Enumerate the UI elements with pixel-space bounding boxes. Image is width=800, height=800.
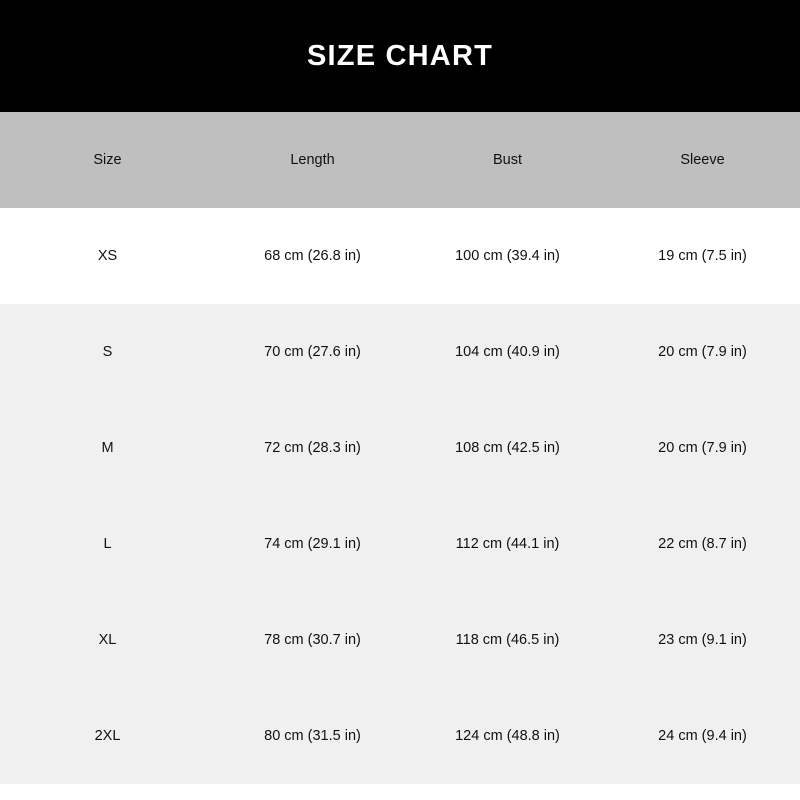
cell-size: XL — [98, 632, 117, 648]
cell-sleeve: 22 cm (8.7 in) — [658, 536, 747, 552]
column-header-length: Length — [290, 152, 335, 168]
table-row — [0, 592, 800, 688]
cell-length: 68 cm (26.8 in) — [264, 248, 361, 264]
size-chart-table — [0, 112, 800, 784]
cell-size: L — [103, 536, 112, 552]
cell-length: 74 cm (29.1 in) — [264, 536, 361, 552]
cell-length: 80 cm (31.5 in) — [264, 728, 361, 744]
cell-sleeve: 23 cm (9.1 in) — [658, 632, 747, 648]
cell-size: XS — [97, 248, 118, 264]
column-header-sleeve: Sleeve — [680, 152, 725, 168]
page-title: SIZE CHART — [307, 39, 493, 72]
cell-sleeve: 19 cm (7.5 in) — [658, 248, 747, 264]
cell-sleeve: 20 cm (7.9 in) — [658, 440, 747, 456]
cell-size: 2XL — [94, 728, 121, 744]
cell-size: M — [101, 440, 114, 456]
table-row — [0, 496, 800, 592]
column-header-bust: Bust — [492, 152, 522, 168]
cell-sleeve: 20 cm (7.9 in) — [658, 344, 747, 360]
cell-size: S — [102, 344, 113, 360]
cell-bust: 100 cm (39.4 in) — [455, 248, 560, 264]
column-header-size: Size — [93, 152, 122, 168]
table-row — [0, 400, 800, 496]
table-body — [0, 208, 800, 784]
table-row — [0, 208, 800, 304]
table-header-row — [0, 112, 800, 208]
cell-length: 78 cm (30.7 in) — [264, 632, 361, 648]
table-row — [0, 304, 800, 400]
cell-bust: 104 cm (40.9 in) — [455, 344, 560, 360]
table-header — [0, 112, 800, 208]
cell-bust: 108 cm (42.5 in) — [455, 440, 560, 456]
cell-length: 72 cm (28.3 in) — [264, 440, 361, 456]
chart-title-bar — [0, 0, 800, 112]
cell-sleeve: 24 cm (9.4 in) — [658, 728, 747, 744]
cell-bust: 112 cm (44.1 in) — [455, 536, 560, 552]
cell-bust: 118 cm (46.5 in) — [455, 632, 560, 648]
cell-bust: 124 cm (48.8 in) — [455, 728, 560, 744]
table-row — [0, 688, 800, 784]
cell-length: 70 cm (27.6 in) — [264, 344, 361, 360]
